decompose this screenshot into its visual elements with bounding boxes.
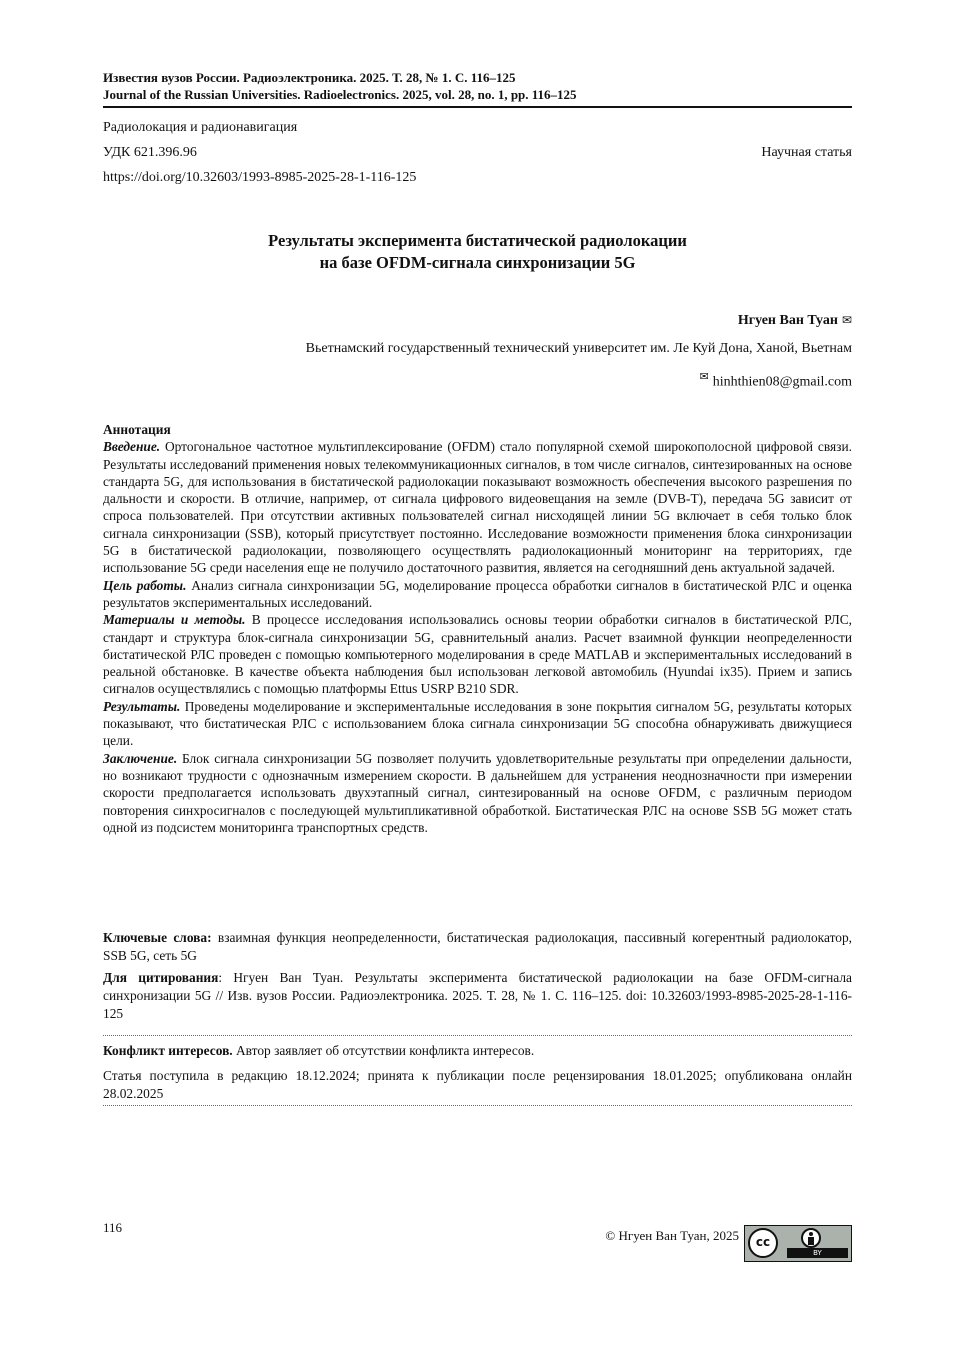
cc-icon: cc [748, 1228, 778, 1258]
author-email[interactable]: hinhthien08@gmail.com [712, 374, 852, 390]
abstract-methods-text: В процессе исследования использовались основы теории обработки сигналов в бистатической РЛС, стандарт и структура блок-сигнала синхронизации 5G, сравнительный анализ. Расчет взаимной функции неопределенности бистатической РЛС проведен с помощью компьютерного моделирования в среде MATLAB и экспериментальных исследований в реальной обстановке. В качестве объекта наблюдения был использован легковой автомобиль (Hyundai ix35). Прием и запись сигналов осуществлялись с помощью платформы Ettus USRP B210 SDR. [103, 612, 852, 697]
abstract-methods [103, 611, 852, 697]
keywords-text: взаимная функция неопределенности, бистатическая радиолокация, пассивный когерентный радиолокатор, SSB 5G, сеть 5G [103, 930, 852, 963]
abstract-conclusion-label: Заключение. [103, 750, 178, 766]
journal-header-ru: Известия вузов России. Радиоэлектроника. 2025. Т. 28, № 1. С. 116–125 [103, 70, 516, 85]
citation [103, 969, 852, 1023]
cc-by-license-badge[interactable] [744, 1225, 852, 1262]
copyright: © Нгуен Ван Туан, 2025 [605, 1228, 739, 1243]
abstract-aim [103, 577, 852, 612]
keywords [103, 929, 852, 965]
article-dates: Статья поступила в редакцию 18.12.2024; принята к публикации после рецензирования 18.01.2025; опубликована онлайн 28.02.2025 [103, 1068, 852, 1101]
by-label: BY [787, 1248, 848, 1258]
section-name: Радиолокация и радионавигация [103, 120, 298, 135]
title-line-2: на базе OFDM-сигнала синхронизации 5G [319, 253, 636, 272]
citation-text: : Нгуен Ван Туан. Результаты эксперимента бистатической радиолокации на базе OFDM-сигнала синхронизации 5G // Изв. вузов России. Радиоэлектроника. 2025. Т. 28, № 1. С. 116–125. doi: 10.32603/1993-8985-2025-28-1-116-125 [103, 970, 852, 1021]
doi-link[interactable]: https://doi.org/10.32603/1993-8985-2025-28-1-116-125 [103, 170, 417, 185]
mail-icon: ✉ [699, 371, 709, 383]
title-line-1: Результаты эксперимента бистатической радиолокации [268, 231, 687, 250]
conflict-of-interest [103, 1043, 852, 1059]
abstract-methods-label: Материалы и методы. [103, 612, 246, 628]
author-name: Нгуен Ван Туан [737, 313, 838, 328]
abstract-aim-text: Анализ сигнала синхронизации 5G, моделирование процесса обработки сигналов в бистатической РЛС и оценка результатов экспериментальных исследований. [103, 577, 853, 610]
conflict-label: Конфликт интересов. [103, 1043, 233, 1058]
udc-row [103, 145, 852, 161]
mail-icon: ✉ [841, 313, 852, 327]
article-type: Научная статья [761, 145, 852, 160]
abstract-intro [103, 438, 852, 576]
citation-label: Для цитирования [103, 970, 219, 985]
abstract-results-label: Результаты. [103, 698, 181, 714]
abstract-intro-label: Введение. [103, 439, 161, 455]
article-title [103, 230, 852, 274]
abstract-conclusion [103, 750, 852, 836]
page-number: 116 [103, 1220, 123, 1235]
dotted-divider [103, 1105, 852, 1106]
author-name-row [738, 313, 852, 329]
abstract [103, 421, 852, 836]
attribution-person-icon [801, 1228, 821, 1248]
author-affiliation: Вьетнамский государственный технический университет им. Ле Куй Дона, Ханой, Вьетнам [305, 341, 852, 356]
abstract-results-text: Проведены моделирование и экспериментальные исследования в зоне покрытия сигналом 5G, результаты которых показывают, что бистатическая РЛС с использованием блока сигнала синхронизации 5G способна обнаруживать движущиеся цели. [103, 698, 852, 749]
abstract-results [103, 698, 852, 750]
author-email-row [700, 370, 852, 391]
abstract-conclusion-text: Блок сигнала синхронизации 5G позволяет получить удовлетворительные результаты при определении дальности, но возникают трудности с однозначным измерением скорости. В дальнейшем для устранения неоднозначности при измерении скорости предполагается использовать двухэтапный сигнал, синтезированный на основе OFDM, с различным периодом повторения синхросигналов с последующей мультипликативной обработкой. Бистатическая РЛС на основе SSB 5G может стать одной из подсистем мониторинга транспортных средств. [103, 750, 852, 835]
abstract-intro-text: Ортогональное частотное мультиплексирование (OFDM) стало популярной схемой широкополосной цифровой связи. Результаты исследований применения новых телекоммуникационных сигналов, в том числе сигналов, синтезированных на основе стандарта 5G, для использования в бистатической радиолокации показывают возможность обеспечения высокого разрешения по дальности и скорости. В отличие, например, от сигнала цифрового видеовещания на земле (DVB-T), передача 5G зависит от спроса пользователей. При отсутствии активных пользователей сигнал нисходящей линии 5G включает в себя только блок сигнала синхронизации (SSB), который присутствует постоянно. Исследование возможности применения блока синхронизации 5G в бистатической радиолокации, позволяющего осуществлять радиолокационный мониторинг на территориях, где использование 5G среди населения еще не получило достаточного развития, является на сегодняшний день актуальной задачей. [103, 439, 852, 576]
dotted-divider [103, 1035, 852, 1036]
journal-header [103, 69, 852, 103]
abstract-title: Аннотация [103, 422, 171, 437]
journal-header-en: Journal of the Russian Universities. Radioelectronics. 2025, vol. 28, no. 1, pp. 116–125 [103, 87, 577, 102]
abstract-aim-label: Цель работы. [103, 577, 187, 593]
udc-code: УДК 621.396.96 [103, 145, 197, 160]
conflict-text: Автор заявляет об отсутствии конфликта интересов. [232, 1043, 535, 1058]
header-divider [103, 106, 852, 108]
keywords-label: Ключевые слова: [103, 930, 212, 945]
